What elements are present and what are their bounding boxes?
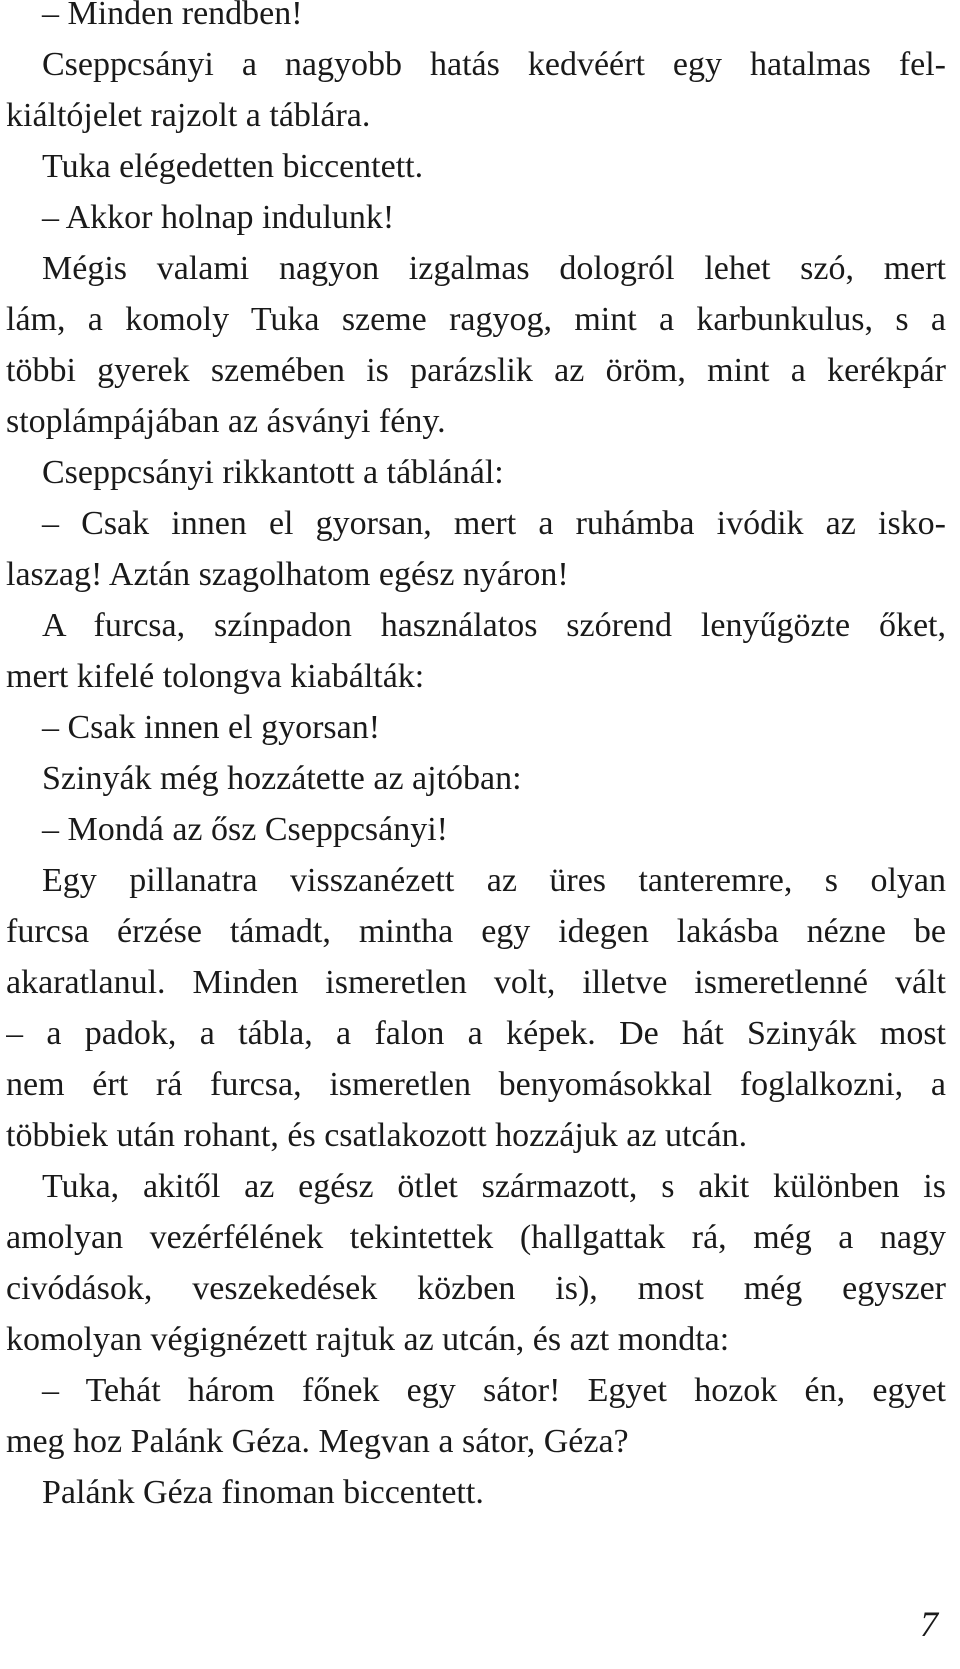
page-number: 7 xyxy=(920,1604,938,1644)
text-line: – Csak innen el gyorsan! xyxy=(42,709,381,746)
text-line: Tuka, akitől az egész ötlet származott, s akit különben is xyxy=(42,1168,946,1205)
book-page xyxy=(6,0,946,1669)
text-line: Egy pillanatra visszanézett az üres tanteremre, s olyan xyxy=(42,862,946,899)
text-line: Mégis valami nagyon izgalmas dologról lehet szó, mert xyxy=(42,250,946,287)
text-line: stoplámpájában az ásványi fény. xyxy=(6,403,446,440)
text-line: Tuka elégedetten biccentett. xyxy=(42,148,424,185)
text-line: amolyan vezérfélének tekintettek (hallgattak rá, még a nagy xyxy=(6,1219,946,1256)
text-line: laszag! Aztán szagolhatom egész nyáron! xyxy=(6,556,569,593)
body-text xyxy=(6,0,946,1518)
text-line: lám, a komoly Tuka szeme ragyog, mint a karbunkulus, s a xyxy=(6,301,946,338)
text-line: többi gyerek szemében is parázslik az öröm, mint a kerékpár xyxy=(6,352,946,389)
text-line: – a padok, a tábla, a falon a képek. De hát Szinyák most xyxy=(6,1015,946,1052)
text-line: meg hoz Palánk Géza. Megvan a sátor, Géza? xyxy=(6,1423,629,1460)
text-line: A furcsa, színpadon használatos szórend lenyűgözte őket, xyxy=(42,607,946,644)
text-line: Szinyák még hozzátette az ajtóban: xyxy=(42,760,522,797)
text-line: – Mondá az ősz Cseppcsányi! xyxy=(42,811,449,848)
text-line: – Tehát három főnek egy sátor! Egyet hozok én, egyet xyxy=(42,1372,946,1409)
text-line: komolyan végignézett rajtuk az utcán, és azt mondta: xyxy=(6,1321,730,1358)
text-line: nem ért rá furcsa, ismeretlen benyomásokkal foglalkozni, a xyxy=(6,1066,946,1103)
text-line: civódások, veszekedések közben is), most még egyszer xyxy=(6,1270,946,1307)
text-line: Cseppcsányi a nagyobb hatás kedvéért egy hatalmas fel- xyxy=(42,46,946,83)
text-line: többiek után rohant, és csatlakozott hozzájuk az utcán. xyxy=(6,1117,748,1154)
text-line: – Akkor holnap indulunk! xyxy=(42,199,395,236)
text-line: – Csak innen el gyorsan, mert a ruhámba ivódik az isko- xyxy=(42,505,946,542)
text-line: mert kifelé tolongva kiabálták: xyxy=(6,658,425,695)
text-line: furcsa érzése támadt, mintha egy idegen lakásba nézne be xyxy=(6,913,946,950)
text-line: kiáltójelet rajzolt a táblára. xyxy=(6,97,371,134)
text-line: akaratlanul. Minden ismeretlen volt, illetve ismeretlenné vált xyxy=(6,964,946,1001)
text-line: – Minden rendben! xyxy=(42,0,303,32)
text-line: Palánk Géza finoman biccentett. xyxy=(42,1474,484,1511)
text-line: Cseppcsányi rikkantott a táblánál: xyxy=(42,454,504,491)
